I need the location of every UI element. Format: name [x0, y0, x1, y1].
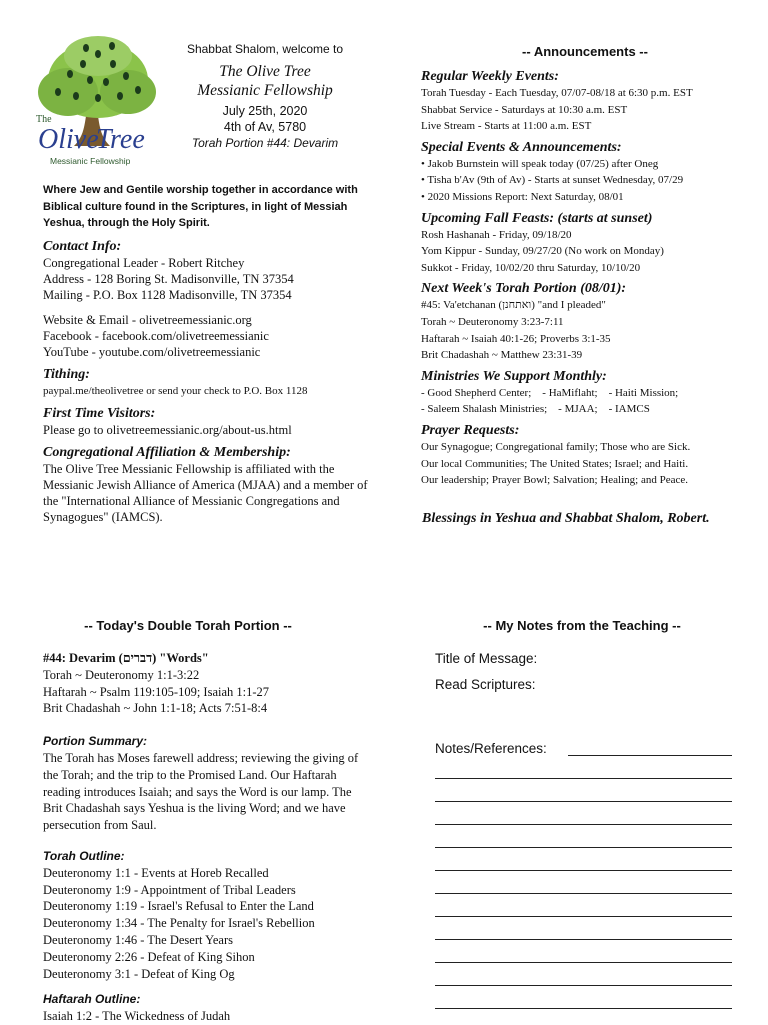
logo-the: The: [36, 114, 52, 125]
announcement-line: • Tisha b'Av (9th of Av) - Starts at sunset Wednesday, 07/29: [421, 174, 684, 187]
notes-write-line[interactable]: [435, 847, 732, 848]
website-link[interactable]: Website & Email - olivetreemessianic.org: [43, 313, 252, 327]
outline-item: Deuteronomy 1:1 - Events at Horeb Recalled: [43, 865, 269, 880]
visitors-heading: First Time Visitors:: [43, 406, 156, 421]
portion-name: #44: Devarim (דברים) "Words": [43, 651, 209, 665]
logo-olive: Olive: [38, 124, 99, 155]
affiliation-heading: Congregational Affiliation & Membership:: [43, 445, 291, 460]
reading-line: Torah ~ Deuteronomy 1:1-3:22: [43, 667, 200, 682]
torah-portion-title: -- Today's Double Torah Portion --: [84, 618, 292, 633]
section-heading: Upcoming Fall Feasts: (starts at sunset): [421, 210, 653, 226]
section-heading: Regular Weekly Events:: [421, 69, 559, 84]
notes-write-line[interactable]: [435, 1008, 732, 1009]
hebrew-date: 4th of Av, 5780: [223, 120, 307, 134]
org-name-line1: The Olive Tree: [219, 63, 311, 80]
notes-write-line[interactable]: [435, 916, 732, 917]
announcement-line: - Saleem Shalash Ministries; - MJAA; - IAMCS: [421, 403, 650, 416]
contact-line: Mailing - P.O. Box 1128 Madisonville, TN 37354: [43, 288, 292, 302]
notes-write-line[interactable]: [435, 939, 732, 940]
notes-write-line[interactable]: [435, 893, 732, 894]
announcement-line: Our Synagogue; Congregational family; Those who are Sick.: [421, 440, 691, 453]
section-heading: Next Week's Torah Portion (08/01):: [421, 281, 627, 297]
scriptures-label: Read Scriptures:: [435, 677, 536, 692]
notes-write-line[interactable]: [568, 755, 732, 756]
announcement-line: #45: Va'etchanan (ואתחנן) "and I pleaded": [421, 299, 606, 312]
summary-text: The Torah has Moses farewell address; reviewing the giving of the Torah; and the trip to the Promised Land. Our Haftarah reading introduces Isaiah; and says the Word is our lamp. The Brit Chadashah says Yeshua is the living Word; and we have persecution from Saul.: [43, 750, 359, 833]
left-info-column: [43, 238, 373, 531]
notes-write-line[interactable]: [435, 962, 732, 963]
visitors-text: Please go to olivetreemessianic.org/about-us.html: [43, 423, 292, 437]
outline-item: Deuteronomy 1:34 - The Penalty for Israel's Rebellion: [43, 916, 315, 931]
message-title-label: Title of Message:: [435, 651, 538, 666]
announcement-line: Torah Tuesday - Each Tuesday, 07/07-08/18 at 6:30 p.m. EST: [421, 87, 693, 99]
section-heading: Ministries We Support Monthly:: [421, 368, 607, 384]
announcements-column: [421, 68, 751, 493]
announcement-line: Shabbat Service - Saturdays at 10:30 a.m. EST: [421, 103, 628, 116]
contact-section: [43, 238, 373, 360]
outline-heading: Torah Outline:: [43, 848, 125, 863]
welcome-text: Shabbat Shalom, welcome to: [186, 42, 344, 56]
contact-line: Address - 128 Boring St. Madisonville, TN 37354: [43, 272, 294, 286]
outline-item: Deuteronomy 1:19 - Israel's Refusal to Enter the Land: [43, 899, 314, 914]
announcement-section: [421, 368, 751, 418]
notes-write-line[interactable]: [435, 870, 732, 871]
announcement-line: • Jakob Burnstein will speak today (07/25) after Oneg: [421, 157, 659, 170]
announcement-line: Live Stream - Starts at 11:00 a.m. EST: [421, 120, 592, 133]
outline-item: Deuteronomy 2:26 - Defeat of King Sihon: [43, 949, 255, 964]
announcements-title: -- Announcements --: [522, 44, 648, 59]
section-heading: Prayer Requests:: [421, 422, 520, 438]
announcement-section: [421, 68, 751, 135]
tithing-heading: Tithing:: [43, 367, 90, 382]
announcement-line: Rosh Hashanah - Friday, 09/18/20: [421, 228, 572, 241]
outline-item: Deuteronomy 3:1 - Defeat of King Og: [43, 966, 235, 981]
announcement-line: Brit Chadashah ~ Matthew 23:31-39: [421, 349, 583, 362]
summary-heading: Portion Summary:: [43, 734, 148, 749]
announcement-line: Sukkot - Friday, 10/02/20 thru Saturday, 10/10/20: [421, 261, 641, 274]
notes-write-line[interactable]: [435, 801, 732, 802]
announcement-line: Yom Kippur - Sunday, 09/27/20 (No work on Monday): [421, 245, 664, 258]
mission-statement: Where Jew and Gentile worship together in accordance with Biblical culture found in the Scriptures, in light of Messiah Yeshua, through the Holy Spirit.: [43, 184, 358, 229]
announcement-section: [421, 422, 751, 489]
contact-heading: Contact Info:: [43, 239, 122, 254]
announcement-section: [421, 139, 751, 206]
contact-line: Congregational Leader - Robert Ritchey: [43, 256, 245, 270]
haftarah-heading: Haftarah Outline:: [43, 992, 141, 1007]
tithing-section: [43, 366, 373, 399]
bulletin-header: [165, 41, 365, 151]
facebook-link[interactable]: Facebook - facebook.com/olivetreemessianic: [43, 329, 269, 343]
notes-write-line[interactable]: [435, 778, 732, 779]
olive-tree-logo: [28, 34, 160, 172]
visitors-section: [43, 405, 373, 438]
torah-portion-label: Torah Portion #44: Devarim: [191, 136, 339, 150]
announcement-line: Torah ~ Deuteronomy 3:23-7:11: [421, 315, 564, 328]
announcement-line: Our local Communities; The United States; Israel; and Haiti.: [421, 457, 689, 470]
logo-tree: Tree: [96, 124, 145, 155]
torah-portion-column: [43, 650, 373, 1025]
haftarah-item: Isaiah 1:2 - The Wickedness of Judah: [43, 1009, 231, 1024]
outline-item: Deuteronomy 1:46 - The Desert Years: [43, 932, 234, 947]
announcement-section: [421, 210, 751, 277]
reading-line: Brit Chadashah ~ John 1:1-18; Acts 7:51-8:4: [43, 701, 268, 716]
blessing-signature: Blessings in Yeshua and Shabbat Shalom, Robert.: [422, 511, 710, 526]
announcement-line: - Good Shepherd Center; - HaMiflaht; - Haiti Mission;: [421, 386, 679, 399]
notes-title: -- My Notes from the Teaching --: [483, 618, 681, 633]
notes-write-line[interactable]: [435, 985, 732, 986]
affiliation-section: [43, 444, 373, 525]
notes-section: [435, 649, 735, 759]
tithing-text: paypal.me/theolivetree or send your check to P.O. Box 1128: [43, 385, 308, 397]
service-date: July 25th, 2020: [222, 104, 308, 118]
youtube-link[interactable]: YouTube - youtube.com/olivetreemessianic: [43, 345, 261, 359]
notes-label: Notes/References:: [435, 741, 547, 756]
logo-tagline: Messianic Fellowship: [50, 156, 131, 166]
notes-write-line[interactable]: [435, 824, 732, 825]
section-heading: Special Events & Announcements:: [421, 139, 622, 155]
org-name-line2: Messianic Fellowship: [197, 82, 333, 99]
outline-item: Deuteronomy 1:9 - Appointment of Tribal Leaders: [43, 882, 296, 897]
announcement-line: Our leadership; Prayer Bowl; Salvation; Healing; and Peace.: [421, 474, 688, 487]
announcement-section: [421, 280, 751, 363]
affiliation-text: The Olive Tree Messianic Fellowship is affiliated with the Messianic Jewish Alliance of America (MJAA) and a member of the "International Alliance of Messianic Congregations and Synagogues" (IAMCS).: [43, 462, 368, 524]
announcement-line: • 2020 Missions Report: Next Saturday, 08/01: [421, 190, 624, 203]
announcement-line: Haftarah ~ Isaiah 40:1-26; Proverbs 3:1-35: [421, 332, 611, 345]
reading-line: Haftarah ~ Psalm 119:105-109; Isaiah 1:1-27: [43, 684, 270, 699]
